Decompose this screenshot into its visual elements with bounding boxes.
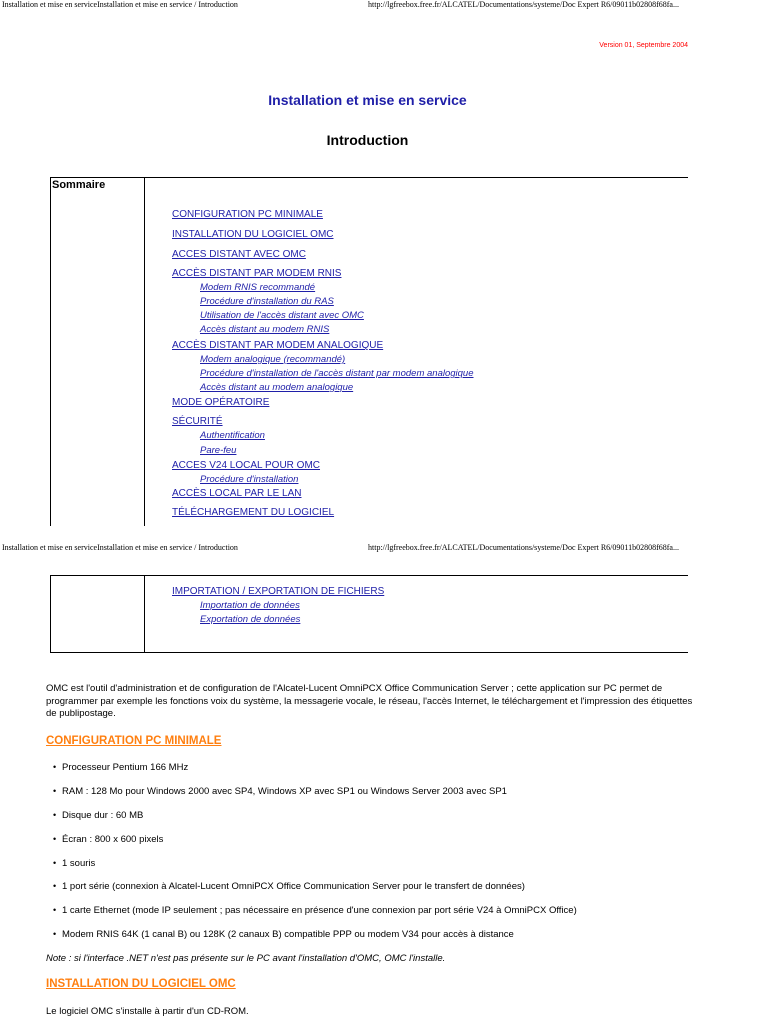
print-header-url: http://lgfreebox.free.fr/ALCATEL/Documentations/systeme/Doc Expert R6/09011b02808f68fa... xyxy=(368,543,679,552)
toc-subitem-link[interactable]: Utilisation de l'accès distant avec OMC xyxy=(200,310,364,321)
bullet-icon: • xyxy=(53,786,57,796)
toc-item-link[interactable]: INSTALLATION DU LOGICIEL OMC xyxy=(172,229,334,240)
toc-subitem-link[interactable]: Exportation de données xyxy=(200,614,301,625)
print-header xyxy=(0,0,768,12)
requirement-item xyxy=(53,858,96,869)
toc-label-cell xyxy=(50,178,145,526)
bullet-icon: • xyxy=(53,834,57,844)
requirement-text: Écran : 800 x 600 pixels xyxy=(62,834,164,845)
toc-subitem-link[interactable]: Accès distant au modem analogique xyxy=(200,382,354,393)
toc-item-link[interactable]: ACCÈS DISTANT PAR MODEM ANALOGIQUE xyxy=(172,340,384,351)
bullet-icon: • xyxy=(53,905,57,915)
toc-table-continued xyxy=(50,575,688,653)
requirement-item xyxy=(53,762,189,773)
toc-label: Sommaire xyxy=(52,179,106,191)
requirement-text: Modem RNIS 64K (1 canal B) ou 128K (2 canaux B) compatible PPP ou modem V34 pour accès à distance xyxy=(62,929,514,940)
section-heading-config[interactable]: CONFIGURATION PC MINIMALE xyxy=(46,735,222,747)
requirement-item xyxy=(53,810,144,821)
page-title: Installation et mise en service xyxy=(268,92,467,108)
toc-item-link[interactable]: CONFIGURATION PC MINIMALE xyxy=(172,209,323,220)
print-header xyxy=(0,543,768,555)
requirement-item xyxy=(53,929,514,940)
toc-label-cell xyxy=(50,576,145,652)
toc-item-link[interactable]: MODE OPÉRATOIRE xyxy=(172,397,270,408)
toc-item-link[interactable]: ACCES DISTANT AVEC OMC xyxy=(172,249,306,260)
bullet-icon: • xyxy=(53,810,57,820)
toc-subitem-link[interactable]: Accès distant au modem RNIS xyxy=(200,324,330,335)
requirement-item xyxy=(53,834,164,845)
install-paragraph: Le logiciel OMC s'installe à partir d'un CD-ROM. xyxy=(46,1006,249,1017)
toc-subitem-link[interactable]: Procédure d'installation xyxy=(200,474,299,485)
requirement-item xyxy=(53,786,507,797)
requirement-text: 1 carte Ethernet (mode IP seulement ; pas nécessaire en présence d'une connexion par port série V24 à OmniPCX Office) xyxy=(62,905,577,916)
toc-table xyxy=(50,177,688,526)
install-note: Note : si l'interface .NET n'est pas présente sur le PC avant l'installation d'OMC, OMC l'installe. xyxy=(46,953,446,964)
requirement-item xyxy=(53,905,577,916)
requirement-item xyxy=(53,881,525,892)
requirement-text: 1 souris xyxy=(62,858,96,869)
bullet-icon: • xyxy=(53,858,57,868)
toc-subitem-link[interactable]: Procédure d'installation de l'accès distant par modem analogique xyxy=(200,368,474,379)
page-subtitle: Introduction xyxy=(326,132,409,148)
section-heading-install[interactable]: INSTALLATION DU LOGICIEL OMC xyxy=(46,978,236,990)
toc-subitem-link[interactable]: Modem analogique (recommandé) xyxy=(200,354,346,365)
requirement-text: 1 port série (connexion à Alcatel-Lucent OmniPCX Office Communication Server pour le transfert de données) xyxy=(62,881,525,892)
toc-item-link[interactable]: SÉCURITÉ xyxy=(172,416,223,427)
print-header-title: Installation et mise en serviceInstallation et mise en service / Introduction xyxy=(2,543,238,552)
toc-subitem-link[interactable]: Authentification xyxy=(200,430,265,441)
print-header-url: http://lgfreebox.free.fr/ALCATEL/Documentations/systeme/Doc Expert R6/09011b02808f68fa... xyxy=(368,0,679,9)
toc-item-link[interactable]: IMPORTATION / EXPORTATION DE FICHIERS xyxy=(172,586,385,597)
toc-subitem-link[interactable]: Importation de données xyxy=(200,600,300,611)
toc-item-link[interactable]: ACCÈS LOCAL PAR LE LAN xyxy=(172,488,302,499)
toc-item-link[interactable]: ACCÈS DISTANT PAR MODEM RNIS xyxy=(172,268,342,279)
requirement-text: Processeur Pentium 166 MHz xyxy=(62,762,189,773)
toc-subitem-link[interactable]: Modem RNIS recommandé xyxy=(200,282,316,293)
intro-paragraph: OMC est l'outil d'administration et de configuration de l'Alcatel-Lucent OmniPCX Office Communication Server ; cette application sur PC permet de programmer par exemple les fonctions voix du système, la messagerie vocale, le réseau, l'accès Internet, le téléchargement et l'impression des étiquettes de publipostage. xyxy=(46,683,693,719)
toc-subitem-link[interactable]: Procédure d'installation du RAS xyxy=(200,296,334,307)
toc-subitem-link[interactable]: Pare-feu xyxy=(200,445,237,456)
bullet-icon: • xyxy=(53,762,57,772)
version-label: Version 01, Septembre 2004 xyxy=(599,42,688,49)
toc-item-link[interactable]: TÉLÉCHARGEMENT DU LOGICIEL xyxy=(172,507,335,518)
bullet-icon: • xyxy=(53,929,57,939)
print-header-title: Installation et mise en serviceInstallation et mise en service / Introduction xyxy=(2,0,238,9)
requirement-text: Disque dur : 60 MB xyxy=(62,810,144,821)
requirement-text: RAM : 128 Mo pour Windows 2000 avec SP4, Windows XP avec SP1 ou Windows Server 2003 avec SP1 xyxy=(62,786,507,797)
bullet-icon: • xyxy=(53,881,57,891)
toc-item-link[interactable]: ACCES V24 LOCAL POUR OMC xyxy=(172,460,321,471)
